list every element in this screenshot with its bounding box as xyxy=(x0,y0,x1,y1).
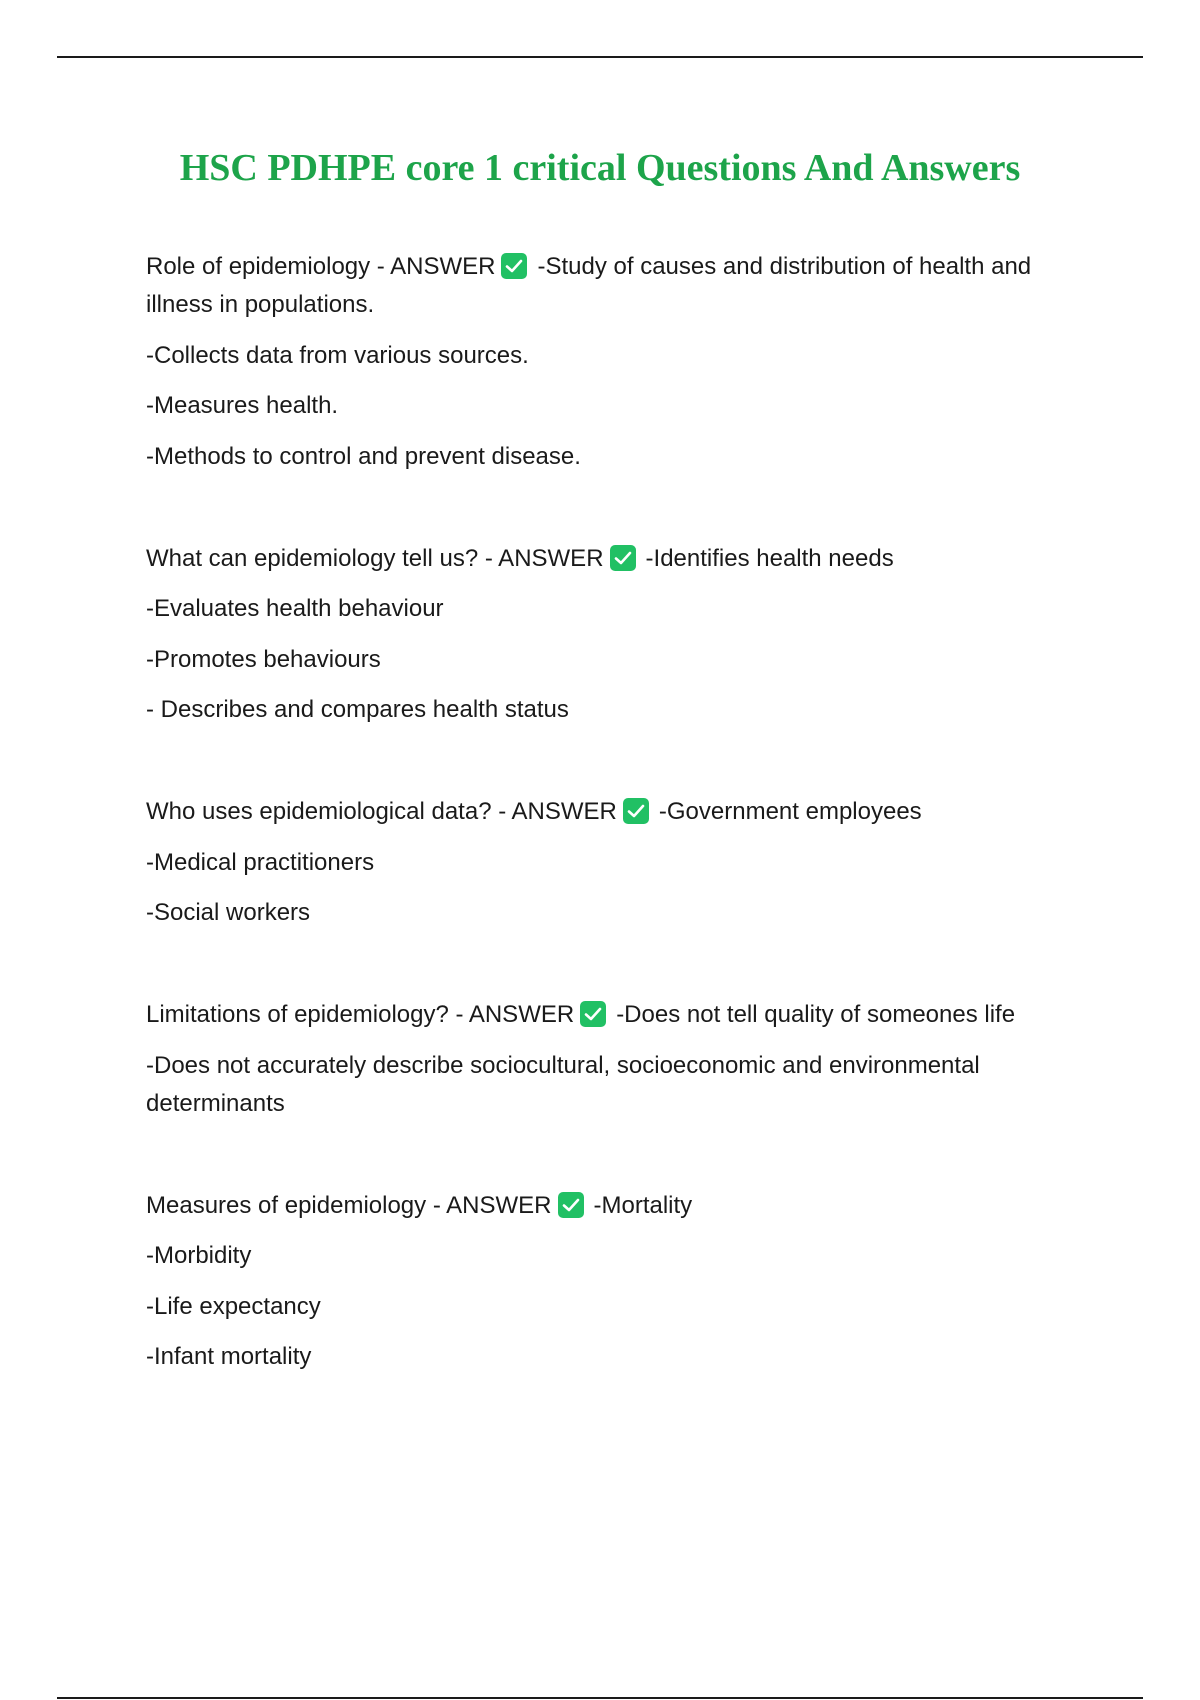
answer-text: -Does not tell quality of someones life xyxy=(616,1001,1016,1028)
question-line xyxy=(146,793,1086,831)
document-title: HSC PDHPE core 1 critical Questions And Answers xyxy=(179,147,1021,189)
question-line xyxy=(146,996,1086,1034)
answer-line: -Evaluates health behaviour xyxy=(146,595,444,622)
check-icon xyxy=(623,798,649,824)
answer-line: -Infant mortality xyxy=(146,1343,312,1370)
answer-line: - Describes and compares health status xyxy=(146,696,569,723)
answer-line: -Does not accurately describe sociocultural, socioeconomic and environmental determinants xyxy=(146,1051,980,1117)
question-line xyxy=(146,540,1086,578)
answer-line: -Methods to control and prevent disease. xyxy=(146,442,581,470)
answer-line: -Social workers xyxy=(146,899,311,926)
answer-line: -Morbidity xyxy=(146,1242,252,1269)
question-line xyxy=(146,248,1086,324)
answer-text: -Identifies health needs xyxy=(645,544,894,572)
qa-item xyxy=(146,248,1086,476)
answer-line: -Measures health. xyxy=(146,392,339,419)
qa-item xyxy=(146,996,1086,1123)
question-text: Limitations of epidemiology? - ANSWER xyxy=(146,1001,575,1028)
answer-text: -Study of causes and distribution of health and illness in populations. xyxy=(146,253,1032,318)
answer-line: -Promotes behaviours xyxy=(146,645,381,673)
question-text: What can epidemiology tell us? - ANSWER xyxy=(146,544,604,572)
question-text: Role of epidemiology - ANSWER xyxy=(146,253,496,280)
bottom-rule xyxy=(57,1697,1143,1699)
answer-line: -Medical practitioners xyxy=(146,848,375,876)
answer-text: -Government employees xyxy=(658,798,922,825)
answer-text: -Mortality xyxy=(593,1191,693,1219)
check-icon xyxy=(501,253,527,279)
check-icon xyxy=(580,1001,606,1027)
question-text: Measures of epidemiology - ANSWER xyxy=(146,1191,552,1219)
question-line xyxy=(146,1187,1086,1225)
top-rule xyxy=(57,56,1143,58)
check-icon xyxy=(558,1192,584,1218)
qa-item xyxy=(146,1187,1086,1377)
answer-line: -Collects data from various sources. xyxy=(146,341,529,369)
qa-item xyxy=(146,540,1086,730)
question-text: Who uses epidemiological data? - ANSWER xyxy=(146,798,617,825)
qa-list xyxy=(146,248,1086,1440)
qa-item xyxy=(146,793,1086,932)
check-icon xyxy=(610,545,636,571)
answer-line: -Life expectancy xyxy=(146,1292,321,1320)
